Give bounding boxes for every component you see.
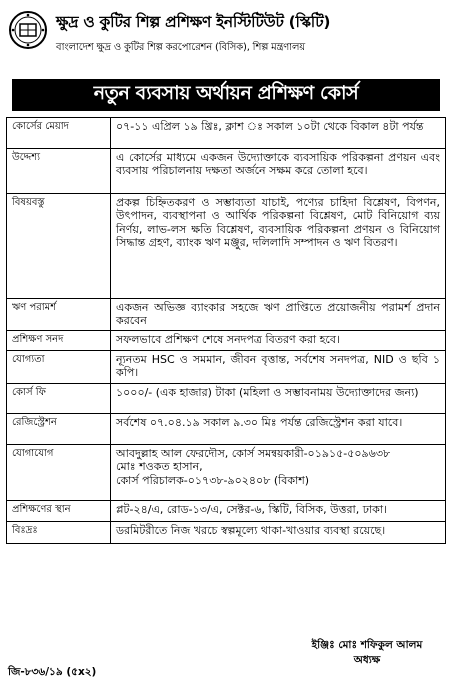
row-value: একজন অভিজ্ঞ ব্যাংকার সহজে ঋণ প্রাপ্তিতে প্রয়োজনীয় পরামর্শ প্রদান করবেন — [111, 299, 446, 331]
signatory-name: ইঞ্জিঃ মোঃ শফিকুল আলম — [311, 639, 423, 651]
institute-logo-icon — [8, 10, 48, 50]
reference-number: জি-৮৩৬/১৯ (৫x২) — [8, 666, 97, 678]
row-label: উদ্দেশ্য — [7, 149, 111, 194]
row-label: যোগ্যতা — [7, 350, 111, 383]
row-value: সফলভাবে প্রশিক্ষণ শেষে সনদপত্র বিতরণ করা হবে। — [111, 330, 446, 350]
row-label: ঋণ পরামর্শ — [7, 299, 111, 331]
row-value: সর্বশেষ ০৭.০৪.১৯ সকাল ৯.৩০ মিঃ পর্যন্ত রেজিস্ট্রেশন করা যাবে। — [111, 413, 446, 444]
info-row — [7, 330, 446, 350]
info-row — [7, 299, 446, 331]
row-value: ১০০০/- (এক হাজার) টাকা (মহিলা ও সম্ভাবনাময় উদ্যোক্তাদের জন্য) — [111, 383, 446, 413]
row-value: ০৭-১১ এপ্রিল ১৯ খ্রিঃ, ক্লাশ ঃ সকাল ১০টা থেকে বিকাল ৪টা পর্যন্ত — [111, 118, 446, 149]
row-value: প্লট-২৪/এ, রোড-১৩/এ, সেক্টর-৬, স্কিটি, বিসিক, উত্তরা, ঢাকা। — [111, 500, 446, 521]
info-row — [7, 444, 446, 500]
row-label: কোর্স ফি — [7, 383, 111, 413]
info-row — [7, 413, 446, 444]
info-row — [7, 350, 446, 383]
signatory-title: অধ্যক্ষ — [353, 654, 381, 666]
row-value: ডরমিটরীতে নিজ খরচে স্বল্পমূল্যে থাকা-খাওয়ার ব্যবস্থা রয়েছে। — [111, 521, 446, 543]
institute-subtitle: বাংলাদেশ ক্ষুদ্র ও কুটির শিল্প করপোরেশন (বিসিক), শিল্প মন্ত্রণালয় — [56, 42, 305, 53]
row-label: প্রশিক্ষণ সনদ — [7, 330, 111, 350]
row-label: কোর্সের মেয়াদ — [7, 118, 111, 149]
info-row — [7, 194, 446, 299]
row-value: প্রকল্প চিহ্নিতকরণ ও সম্ভাব্যতা যাচাই, পণ্যের চাহিদা বিশ্লেষণ, বিপণন, উৎপাদন, ব্যবস্থাপনা ও আর্থিক পরিকল্পনা বিশ্লেষণ, মোট বিনিয়োগ ব্যয় নির্ণয়, লাভ-লস ক্ষতি বিশ্লেষণ, ব্যবসায়িক পরিকল্পনা প্রণয়ন ও বিনিয়োগ সিদ্ধান্ত গ্রহণ, ব্যাংক ঋণ মঞ্জুর, দলিলাদি সম্পাদন ও ঋণ বিতরণ। — [111, 194, 446, 299]
info-row — [7, 383, 446, 413]
info-row — [7, 118, 446, 149]
row-label: রেজিস্ট্রেশন — [7, 413, 111, 444]
row-value: এ কোর্সের মাধ্যমে একজন উদ্যোক্তাকে ব্যবসায়িক পরিকল্পনা প্রণয়ন এবং ব্যবসায় পরিচালনায় দক্ষতা অর্জনে সক্ষম করে তোলা হবে। — [111, 149, 446, 194]
signature-block — [292, 638, 442, 668]
course-info-table — [6, 117, 446, 544]
info-row — [7, 521, 446, 543]
row-label: যোগাযোগ — [7, 444, 111, 500]
info-row — [7, 500, 446, 521]
row-label: প্রশিক্ষণের স্থান — [7, 500, 111, 521]
row-label: বিঃদ্রঃ — [7, 521, 111, 543]
row-label: বিষয়বস্তু — [7, 194, 111, 299]
info-row — [7, 149, 446, 194]
row-value: আবদুল্লাহ আল ফেরদৌস, কোর্স সমন্বয়কারী-০১৯১৫-৫০৯৬৩৮ মোঃ শওকত হাসান, কোর্স পরিচালক-০১৭৩৮-৯০২৪০৮ (বিকাশ) — [111, 444, 446, 500]
row-value: ন্যূনতম HSC ও সমমান, জীবন বৃত্তান্ত, সর্বশেষ সনদপত্র, NID ও ছবি ১ কপি। — [111, 350, 446, 383]
header — [6, 4, 447, 64]
institute-title: ক্ষুদ্র ও কুটির শিল্প প্রশিক্ষণ ইনস্টিটিউট (স্কিটি) — [56, 13, 331, 31]
course-title-banner: নতুন ব্যবসায় অর্থায়ন প্রশিক্ষণ কোর্স — [12, 79, 440, 111]
